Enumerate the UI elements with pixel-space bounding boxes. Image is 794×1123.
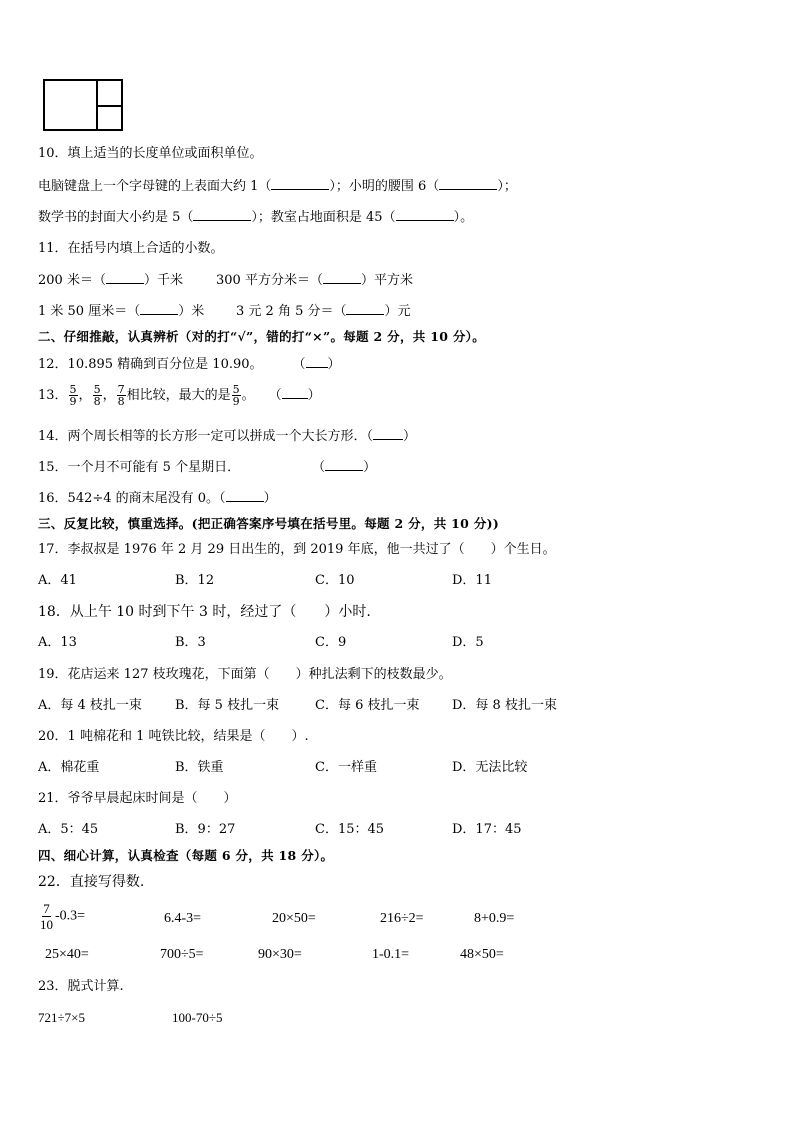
q11-r1b-pre: 300 平方分米＝（ xyxy=(216,273,323,288)
section-3-heading: 三、反复比较，慎重选择。(把正确答案序号填在括号里。每题 2 分，共 10 分)) xyxy=(38,516,500,531)
question-21: 21．爷爷早晨起床时间是（ ） xyxy=(38,791,237,806)
q22-item: 8+0.9= xyxy=(474,911,515,926)
q11-r1a-pre: 200 米＝（ xyxy=(38,273,106,288)
answer-blank[interactable] xyxy=(325,458,363,471)
question-18: 18．从上午 10 时到下午 3 时，经过了（ ）小时. xyxy=(38,604,371,620)
q10-line1-c: ）； xyxy=(497,179,517,194)
question-17: 17．李叔叔是 1976 年 2 月 29 日出生的，到 2019 年底，他一共过了（ ）个生日。 xyxy=(38,542,556,557)
q21-option-a[interactable]: A．5：45 xyxy=(38,822,99,837)
q15-paren-open: （ xyxy=(312,460,326,475)
q11-r1b-post: ）平方米 xyxy=(360,273,413,288)
section-4-heading: 四、细心计算，认真检查（每题 6 分，共 18 分）。 xyxy=(38,848,334,863)
q11-r2b-pre: 3 元 2 角 5 分＝（ xyxy=(236,304,347,319)
q10-line1-b: ）；小明的腰围 6（ xyxy=(329,179,440,194)
question-14 xyxy=(38,427,416,446)
q13-paren-close: ） xyxy=(307,388,321,403)
q18-option-b[interactable]: B．3 xyxy=(175,635,206,650)
q11-r1a-post: ）千米 xyxy=(143,273,183,288)
q22-item: 90×30= xyxy=(258,947,302,962)
q18-option-c[interactable]: C．9 xyxy=(315,635,347,650)
question-11-row-2a xyxy=(38,302,204,321)
question-10-line-1 xyxy=(38,177,517,196)
question-16 xyxy=(38,489,277,508)
q12-paren-open: （ xyxy=(292,357,306,372)
q10-line2-a: 数学书的封面大小约是 5（ xyxy=(38,210,194,225)
section-2-heading: 二、仔细推敲，认真辨析（对的打“√”，错的打“×”。每题 2 分，共 10 分）。 xyxy=(38,329,485,344)
q22-item: 48×50= xyxy=(460,947,504,962)
fraction-answer-5-9: $\frac{5}{9}$ xyxy=(232,383,240,408)
answer-blank[interactable] xyxy=(271,177,329,190)
q22-item: 700÷5= xyxy=(160,947,204,962)
q19-option-d[interactable]: D．每 8 枝扎一束 xyxy=(452,698,557,713)
q22-item: 216÷2= xyxy=(380,911,424,926)
question-20: 20．1 吨棉花和 1 吨铁比较，结果是（ ）. xyxy=(38,729,309,744)
question-10-title: 10．填上适当的长度单位或面积单位。 xyxy=(38,146,263,161)
q22-item: 6.4-3= xyxy=(164,911,202,926)
q19-option-c[interactable]: C．每 6 枝扎一束 xyxy=(315,698,420,713)
question-11-title: 11．在括号内填上合适的小数。 xyxy=(38,241,224,256)
q17-option-a[interactable]: A．41 xyxy=(38,573,77,588)
question-12 xyxy=(38,355,341,374)
q11-r2a-post: ）米 xyxy=(178,304,205,319)
answer-blank[interactable] xyxy=(346,302,384,315)
q20-option-d[interactable]: D．无法比较 xyxy=(452,760,528,775)
q21-option-c[interactable]: C．15：45 xyxy=(315,822,385,837)
question-15 xyxy=(38,458,376,477)
q22-item: 1-0.1= xyxy=(372,947,410,962)
question-19: 19．花店运来 127 枝玫瑰花，下面第（ ）种扎法剩下的枝数最少。 xyxy=(38,667,452,682)
q14-paren-close: ） xyxy=(403,429,417,444)
q22-item: 25×40= xyxy=(45,947,89,962)
q20-option-a[interactable]: A．棉花重 xyxy=(38,760,100,775)
q16-paren-close: ） xyxy=(263,491,277,506)
q23-item-1: 721÷7×5 xyxy=(38,1010,85,1025)
q19-option-b[interactable]: B．每 5 枝扎一束 xyxy=(175,698,280,713)
q21-option-d[interactable]: D．17：45 xyxy=(452,822,522,837)
q20-option-b[interactable]: B．铁重 xyxy=(175,760,224,775)
question-10-line-2 xyxy=(38,208,473,227)
q11-r2b-post: ）元 xyxy=(384,304,411,319)
q22-item-fraction xyxy=(38,901,85,932)
answer-blank[interactable] xyxy=(193,208,251,221)
fraction-7-10: $\frac{7}{10}$ xyxy=(40,901,53,932)
q12-text: 12．10.895 精确到百分位是 10.90。 xyxy=(38,357,263,372)
q20-option-c[interactable]: C．一样重 xyxy=(315,760,377,775)
q22-item: 20×50= xyxy=(272,911,316,926)
question-11-row-2b xyxy=(236,302,411,321)
answer-blank[interactable] xyxy=(439,177,497,190)
q12-paren-close: ） xyxy=(327,357,341,372)
question-11-row-1a xyxy=(38,271,183,290)
q21-option-b[interactable]: B．9：27 xyxy=(175,822,236,837)
answer-blank[interactable] xyxy=(226,489,264,502)
q14-text: 14．两个周长相等的长方形一定可以拼成一个大长方形．（ xyxy=(38,429,374,444)
q11-r2a-pre: 1 米 50 厘米＝（ xyxy=(38,304,141,319)
q13-paren-open: （ xyxy=(268,388,282,403)
answer-blank[interactable] xyxy=(106,271,144,284)
q17-option-c[interactable]: C．10 xyxy=(315,573,355,588)
fraction-5-8: $\frac{5}{8}$ xyxy=(93,383,101,408)
q10-line2-c: ）。 xyxy=(453,210,474,225)
q17-option-b[interactable]: B．12 xyxy=(175,573,215,588)
figure-divider-horizontal xyxy=(96,105,121,107)
question-13: 13． $\frac{5}{9}$ ， $\frac{5}{8}$ ， $\frac{7}{8}$ 相比较，最大的是 $\frac{5}{9}$ 。 （ ） xyxy=(38,383,321,408)
answer-blank[interactable] xyxy=(373,427,403,440)
q23-item-2: 100-70÷5 xyxy=(172,1010,223,1025)
answer-blank[interactable] xyxy=(140,302,178,315)
q15-paren-close: ） xyxy=(363,460,377,475)
answer-blank[interactable] xyxy=(306,355,328,368)
answer-blank[interactable] xyxy=(396,208,454,221)
q16-text: 16．542÷4 的商末尾没有 0。（ xyxy=(38,491,226,506)
rectangle-figure xyxy=(43,79,123,131)
answer-blank[interactable] xyxy=(282,386,308,399)
q17-option-d[interactable]: D．11 xyxy=(452,573,492,588)
question-11-row-1b xyxy=(216,271,413,290)
q18-option-a[interactable]: A．13 xyxy=(38,635,77,650)
q13-mid: 相比较，最大的是 xyxy=(126,388,231,403)
answer-blank[interactable] xyxy=(323,271,361,284)
q15-text: 15．一个月不可能有 5 个星期日． xyxy=(38,460,241,475)
q19-option-a[interactable]: A．每 4 枝扎一束 xyxy=(38,698,142,713)
question-23-title: 23．脱式计算. xyxy=(38,979,124,994)
q22-fraction-tail: -0.3= xyxy=(55,908,86,924)
q10-line1-a: 电脑键盘上一个字母键的上表面大约 1（ xyxy=(38,179,272,194)
q13-lead: 13． xyxy=(38,388,68,403)
fraction-7-8: $\frac{7}{8}$ xyxy=(117,383,125,408)
question-22-title: 22．直接写得数. xyxy=(38,874,145,890)
fraction-5-9: $\frac{5}{9}$ xyxy=(69,383,77,408)
q10-line2-b: ）；教室占地面积是 45（ xyxy=(251,210,396,225)
q18-option-d[interactable]: D．5 xyxy=(452,635,484,650)
